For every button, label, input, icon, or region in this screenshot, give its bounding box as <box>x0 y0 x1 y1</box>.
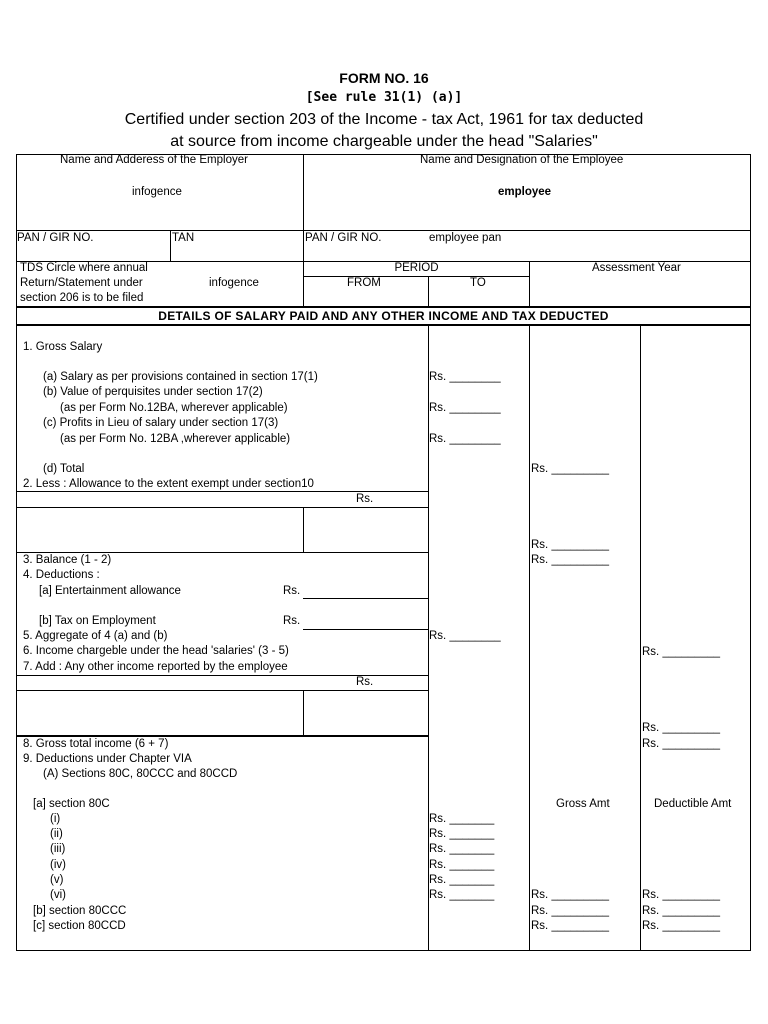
item-80c-i: (i) <box>50 813 61 825</box>
item-section-80ccd: [c] section 80CCD <box>33 920 126 932</box>
pan-tan-divider <box>170 230 171 261</box>
period-line <box>303 276 530 277</box>
certification-line-1: Certified under section 203 of the Income - tax Act, 1961 for tax deducted <box>124 111 644 128</box>
assessment-year-label: Assessment Year <box>592 262 681 274</box>
rs-80c-v: Rs. _______ <box>429 874 495 886</box>
item-balance: 3. Balance (1 - 2) <box>23 554 112 566</box>
outer-right-border <box>750 154 751 951</box>
item-chargeable: 6. Income chargeble under the head 'salaries' (3 - 5) <box>23 645 289 657</box>
details-heading: DETAILS OF SALARY PAID AND ANY OTHER INCOME AND TAX DEDUCTED <box>158 309 609 323</box>
entertainment-field-line <box>303 598 429 599</box>
item-d-total: (d) Total <box>43 463 85 475</box>
item-less-allowance: 2. Less : Allowance to the extent exempt under section10 <box>23 478 314 490</box>
employer-label: Name and Adderess of the Employer <box>60 154 248 166</box>
item-c-note: (as per Form No. 12BA ,wherever applicable) <box>60 433 291 445</box>
rs-gross-80c-vi: Rs. _________ <box>531 889 610 901</box>
employee-pan-value: employee pan <box>429 232 502 244</box>
period-label: PERIOD <box>394 262 439 274</box>
employer-tan-label: TAN <box>172 232 195 244</box>
col-divider-3 <box>640 325 641 951</box>
period-to-label: TO <box>470 277 486 289</box>
col-divider-2 <box>529 325 530 951</box>
period-from-label: FROM <box>347 277 381 289</box>
rs-80c-iii: Rs. _______ <box>429 843 495 855</box>
from-to-divider <box>428 276 429 307</box>
item-section-80ccc: [b] section 80CCC <box>33 905 127 917</box>
deductible-amt-label: Deductible Amt <box>654 798 732 810</box>
item-other-income: 7. Add : Any other income reported by the employee <box>23 661 288 673</box>
item-b-note: (as per Form No.12BA, wherever applicable) <box>60 402 288 414</box>
employee-label: Name and Designation of the Employee <box>420 154 624 166</box>
rs-profits: Rs. ________ <box>429 433 501 445</box>
certification-line-2: at source from income chargeable under the head "Salaries" <box>170 133 598 150</box>
tax-employment-rs: Rs. <box>283 615 301 627</box>
rs-80c-vi: Rs. _______ <box>429 889 495 901</box>
details-top-line <box>16 306 751 308</box>
item-tax-employment: [b] Tax on Employment <box>39 615 156 627</box>
row-line-pan-top <box>16 230 751 231</box>
allowance-table-divider <box>303 507 304 553</box>
tax-employment-field-line <box>303 629 429 630</box>
form-number: FORM NO. 16 <box>339 70 429 86</box>
item-b: (b) Value of perquisites under section 17(2) <box>43 386 263 398</box>
item-80c-ii: (ii) <box>50 828 63 840</box>
rs-total: Rs. _________ <box>531 463 610 475</box>
tds-circle-value: infogence <box>209 277 259 289</box>
tds-circle-line-3: section 206 is to be filed <box>20 292 144 304</box>
entertainment-rs: Rs. <box>283 585 301 597</box>
rs-chargeable: Rs. _________ <box>642 646 721 658</box>
employee-pan-label: PAN / GIR NO. <box>305 232 382 244</box>
tds-circle-line-1: TDS Circle where annual <box>20 262 148 274</box>
item-entertainment: [a] Entertainment allowance <box>39 585 181 597</box>
rs-gross-80ccc: Rs. _________ <box>531 905 610 917</box>
rs-deductible-80ccc: Rs. _________ <box>642 905 721 917</box>
employee-name: employee <box>498 186 552 198</box>
other-income-rs: Rs. <box>356 676 374 688</box>
item-sections-a: (A) Sections 80C, 80CCC and 80CCD <box>43 768 238 780</box>
item-deductions-via: 9. Deductions under Chapter VIA <box>23 753 192 765</box>
rs-gross-total: Rs. _________ <box>642 738 721 750</box>
rs-80c-i: Rs. _______ <box>429 813 495 825</box>
allowance-table-mid <box>16 507 429 508</box>
item-deductions: 4. Deductions : <box>23 569 100 581</box>
rs-other-income: Rs. _________ <box>642 722 721 734</box>
rs-gross-80ccd: Rs. _________ <box>531 920 610 932</box>
rs-deductible-80c-vi: Rs. _________ <box>642 889 721 901</box>
gross-salary: 1. Gross Salary <box>23 341 103 353</box>
allowance-rs: Rs. <box>356 493 374 505</box>
rs-salary-17-1: Rs. ________ <box>429 371 501 383</box>
gross-amt-label: Gross Amt <box>556 798 610 810</box>
item-section-80c: [a] section 80C <box>33 798 110 810</box>
rs-balance: Rs. _________ <box>531 554 610 566</box>
item-80c-iii: (iii) <box>50 843 66 855</box>
rs-deductible-80ccd: Rs. _________ <box>642 920 721 932</box>
item-c: (c) Profits in Lieu of salary under section 17(3) <box>43 417 279 429</box>
rs-80c-ii: Rs. _______ <box>429 828 495 840</box>
tds-circle-line-2: Return/Statement under <box>20 277 143 289</box>
rs-aggregate: Rs. ________ <box>429 630 501 642</box>
item-80c-iv: (iv) <box>50 859 66 871</box>
form-rule: [See rule 31(1) (a)] <box>305 90 463 105</box>
employer-pan-label: PAN / GIR NO. <box>17 232 94 244</box>
employer-name: infogence <box>132 186 182 198</box>
item-80c-v: (v) <box>50 874 64 886</box>
rs-80c-iv: Rs. _______ <box>429 859 495 871</box>
item-aggregate: 5. Aggregate of 4 (a) and (b) <box>23 630 168 642</box>
item-80c-vi: (vi) <box>50 889 66 901</box>
rs-less-allowance: Rs. _________ <box>531 539 610 551</box>
other-income-table-divider <box>303 690 304 737</box>
item-a: (a) Salary as per provisions contained in section 17(1) <box>43 371 318 383</box>
rs-perquisites: Rs. ________ <box>429 402 501 414</box>
other-income-table-mid <box>16 690 429 691</box>
item-gross-total: 8. Gross total income (6 + 7) <box>23 738 169 750</box>
